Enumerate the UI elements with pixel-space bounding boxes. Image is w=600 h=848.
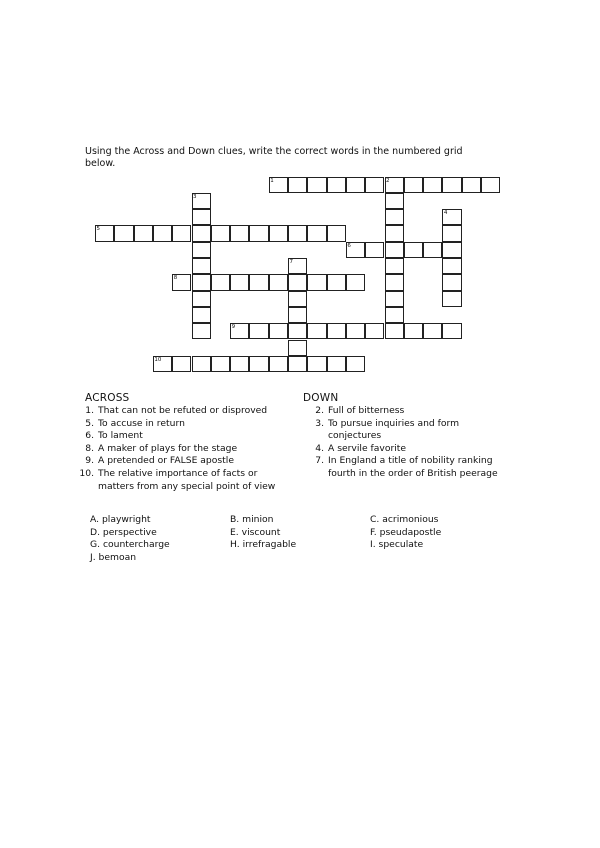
grid-cell[interactable] <box>346 274 365 290</box>
down-clue: 4. A servile favorite <box>315 442 407 454</box>
across-clue: 1. That can not be refuted or disproved <box>85 405 268 416</box>
grid-cell[interactable] <box>192 291 211 307</box>
grid-cell[interactable] <box>404 242 423 258</box>
across-clues <box>73 405 288 493</box>
grid-cell[interactable] <box>307 274 326 290</box>
grid-number: 7 <box>289 259 293 265</box>
grid-cell[interactable] <box>442 225 461 241</box>
grid-cell[interactable] <box>269 274 288 290</box>
word-bank-item: C. acrimonious <box>370 514 439 525</box>
grid-cell[interactable] <box>442 274 461 290</box>
grid-number: 4 <box>443 210 448 217</box>
instructions: Using the Across and Down clues, write the correct words in the numbered grid below. <box>85 146 463 169</box>
grid-cell[interactable] <box>423 177 442 193</box>
down-heading: DOWN <box>303 392 339 404</box>
grid-cell[interactable] <box>327 177 346 193</box>
grid-cell[interactable] <box>385 242 404 258</box>
word-bank-item: F. pseudapostle <box>370 527 442 538</box>
grid-cell[interactable] <box>481 177 500 193</box>
grid-cell[interactable] <box>192 323 211 339</box>
grid-cell[interactable] <box>442 291 461 307</box>
grid-cell[interactable] <box>192 209 211 225</box>
grid-cell[interactable] <box>346 177 365 193</box>
word-bank-item: B. minion <box>230 514 274 525</box>
grid-cell[interactable] <box>385 274 404 290</box>
grid-cell[interactable] <box>192 258 211 274</box>
down-clue: 7. In England a title of nobility ranking fourth in the order of British peerage <box>315 455 498 479</box>
grid-cell[interactable] <box>269 356 288 372</box>
grid-cell[interactable] <box>385 307 404 323</box>
grid-cell[interactable] <box>327 225 346 241</box>
grid-cell[interactable] <box>288 340 307 356</box>
grid-cell[interactable] <box>442 323 461 339</box>
grid-cell[interactable] <box>211 225 230 241</box>
grid-cell[interactable] <box>288 291 307 307</box>
grid-number: 1 <box>270 177 274 184</box>
grid-cell[interactable] <box>288 225 307 241</box>
grid-cell[interactable] <box>327 323 346 339</box>
grid-cell[interactable] <box>249 356 268 372</box>
grid-cell[interactable] <box>288 274 307 290</box>
grid-number: 8 <box>173 275 178 282</box>
across-clue: 8. A maker of plays for the stage <box>85 442 238 454</box>
grid-cell[interactable] <box>404 323 423 339</box>
grid-number: 9 <box>231 324 236 331</box>
grid-cell[interactable] <box>192 307 211 323</box>
across-heading: ACROSS <box>85 392 130 404</box>
grid-cell[interactable] <box>249 225 268 241</box>
down-clue: 2. Full of bitterness <box>315 405 405 416</box>
grid-number: 6 <box>347 242 351 249</box>
grid-cell[interactable] <box>385 193 404 209</box>
grid-cell[interactable] <box>442 242 461 258</box>
word-bank-item: G. countercharge <box>90 539 170 550</box>
across-clue: 9. A pretended or FALSE apostle <box>85 455 234 467</box>
word-bank-item: A. playwright <box>90 514 151 525</box>
grid-cell[interactable] <box>462 177 481 193</box>
grid-cell[interactable] <box>192 356 211 372</box>
grid-number: 5 <box>96 226 100 233</box>
grid-cell[interactable] <box>307 356 326 372</box>
grid-cell[interactable] <box>269 323 288 339</box>
word-bank-item: H. irrefragable <box>230 539 297 550</box>
grid-cell[interactable] <box>346 356 365 372</box>
grid-cell[interactable] <box>211 356 230 372</box>
across-clue: 6. To lament <box>85 430 143 442</box>
grid-cell[interactable] <box>307 177 326 193</box>
grid-number: 10 <box>154 356 162 363</box>
grid-cell[interactable] <box>365 177 384 193</box>
grid-cell[interactable] <box>249 323 268 339</box>
grid-cell[interactable] <box>230 225 249 241</box>
grid-cell[interactable] <box>288 177 307 193</box>
grid-cell[interactable] <box>192 225 211 241</box>
grid-cell[interactable] <box>307 225 326 241</box>
grid-cell[interactable] <box>249 274 268 290</box>
grid-cell[interactable] <box>114 225 133 241</box>
grid-cell[interactable] <box>385 323 404 339</box>
grid-cell[interactable] <box>346 323 365 339</box>
grid-cell[interactable] <box>192 274 211 290</box>
grid-cell[interactable] <box>423 323 442 339</box>
grid-cell[interactable] <box>172 225 191 241</box>
across-clue: 10. The relative importance of facts or matters from any special point of view <box>79 467 276 492</box>
grid-cell[interactable] <box>307 323 326 339</box>
grid-cell[interactable] <box>230 356 249 372</box>
grid-cell[interactable] <box>192 242 211 258</box>
grid-cell[interactable] <box>385 258 404 274</box>
grid-cell[interactable] <box>327 356 346 372</box>
grid-cell[interactable] <box>365 242 384 258</box>
grid-cell[interactable] <box>288 323 307 339</box>
grid-cell[interactable] <box>211 274 230 290</box>
down-clues <box>303 405 503 481</box>
grid-cell[interactable] <box>385 209 404 225</box>
grid-number: 3 <box>193 193 197 200</box>
grid-cell[interactable] <box>153 225 172 241</box>
word-bank-item: J. bemoan <box>90 552 137 563</box>
grid-cell[interactable] <box>230 274 249 290</box>
crossword-grid <box>0 0 600 400</box>
grid-cell[interactable] <box>404 177 423 193</box>
grid-cell[interactable] <box>327 274 346 290</box>
grid-cell[interactable] <box>423 242 442 258</box>
word-bank-item: I. speculate <box>370 539 424 550</box>
grid-cell[interactable] <box>442 177 461 193</box>
grid-cell[interactable] <box>365 323 384 339</box>
across-clue: 5. To accuse in return <box>85 417 185 429</box>
grid-cell[interactable] <box>385 225 404 241</box>
grid-cell[interactable] <box>134 225 153 241</box>
grid-cell[interactable] <box>288 307 307 323</box>
down-clue: 3. To pursue inquiries and form conjectures <box>315 417 460 442</box>
grid-cell[interactable] <box>269 225 288 241</box>
word-bank-item: E. viscount <box>230 527 281 538</box>
grid-cell[interactable] <box>172 356 191 372</box>
word-bank-item: D. perspective <box>90 527 157 538</box>
grid-cell[interactable] <box>442 258 461 274</box>
grid-cell[interactable] <box>288 356 307 372</box>
grid-cell[interactable] <box>385 291 404 307</box>
grid-number: 2 <box>386 177 390 184</box>
